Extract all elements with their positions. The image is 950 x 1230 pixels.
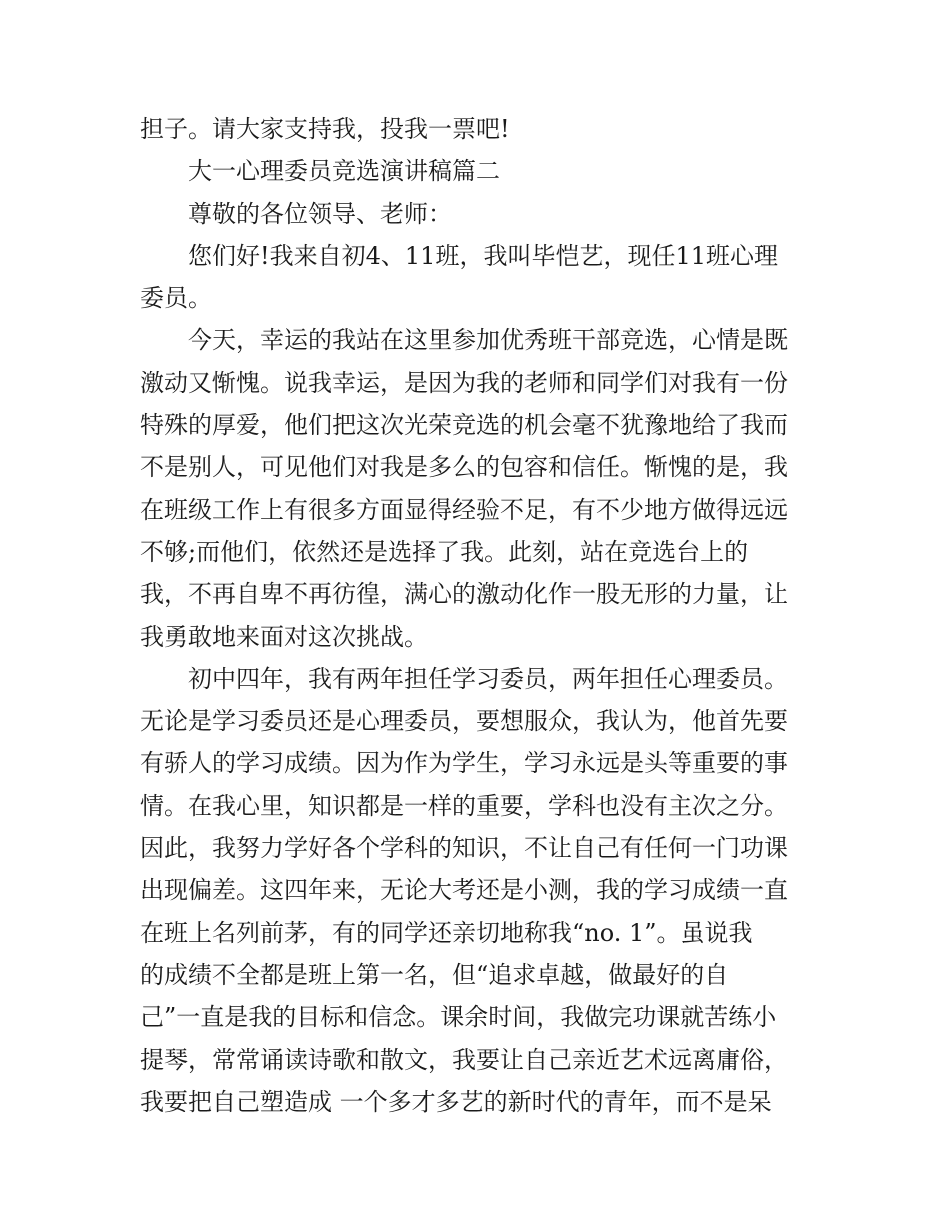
text-line: 我勇敢地来面对这次挑战。 xyxy=(140,622,428,651)
text-line: 在班级工作上有很多方面显得经验不足，有不少地方做得远远 xyxy=(140,495,788,524)
text-line: 担子。请大家支持我，投我一票吧! xyxy=(140,115,510,143)
text-line: 因此，我努力学好各个学科的知识，不让自己有任何一门功课 xyxy=(140,834,788,863)
text-line: 不够;而他们，依然还是选择了我。此刻，站在竞选台上的 xyxy=(140,537,749,566)
text-line: 提琴，常常诵读诗歌和散文，我要让自己亲近艺术远离庸俗， xyxy=(140,1045,788,1074)
document-body xyxy=(140,108,820,1123)
text-line: 出现偏差。这四年来，无论大考还是小测，我的学习成绩一直 xyxy=(140,876,788,905)
text-line: 在班上名列前茅，有的同学还亲切地称我“no. 1”。虽说我 xyxy=(140,918,753,947)
text-line: 激动又惭愧。说我幸运，是因为我的老师和同学们对我有一份 xyxy=(140,368,788,397)
text-line: 我要把自己塑造成 一个多才多艺的新时代的青年，而不是呆 xyxy=(140,1087,772,1116)
text-line: 尊敬的各位领导、老师： xyxy=(188,199,452,228)
text-line: 不是别人，可见他们对我是多么的包容和信任。惭愧的是，我 xyxy=(140,453,788,482)
text-line: 委员。 xyxy=(140,284,212,313)
text-line: 己”一直是我的目标和信念。课余时间，我做完功课就苦练小 xyxy=(140,1003,777,1032)
text-line: 您们好!我来自初4、11班，我叫毕恺艺，现任11班心理 xyxy=(188,241,778,270)
text-line: 无论是学习委员还是心理委员，要想服众，我认为，他首先要 xyxy=(140,707,788,736)
text-line: 有骄人的学习成绩。因为作为学生，学习永远是头等重要的事 xyxy=(140,749,788,778)
text-line: 特殊的厚爱，他们把这次光荣竞选的机会毫不犹豫地给了我而 xyxy=(140,411,788,440)
text-line: 初中四年，我有两年担任学习委员，两年担任心理委员。 xyxy=(188,664,788,693)
text-line: 我，不再自卑不再彷徨，满心的激动化作一股无形的力量，让 xyxy=(140,580,788,609)
text-line: 情。在我心里，知识都是一样的重要，学科也没有主次之分。 xyxy=(140,791,788,820)
text-line: 的成绩不全都是班上第一名，但“追求卓越，做最好的自 xyxy=(140,960,729,989)
text-line: 大一心理委员竞选演讲稿篇二 xyxy=(188,157,500,186)
text-line: 今天，幸运的我站在这里参加优秀班干部竞选，心情是既 xyxy=(188,326,788,355)
